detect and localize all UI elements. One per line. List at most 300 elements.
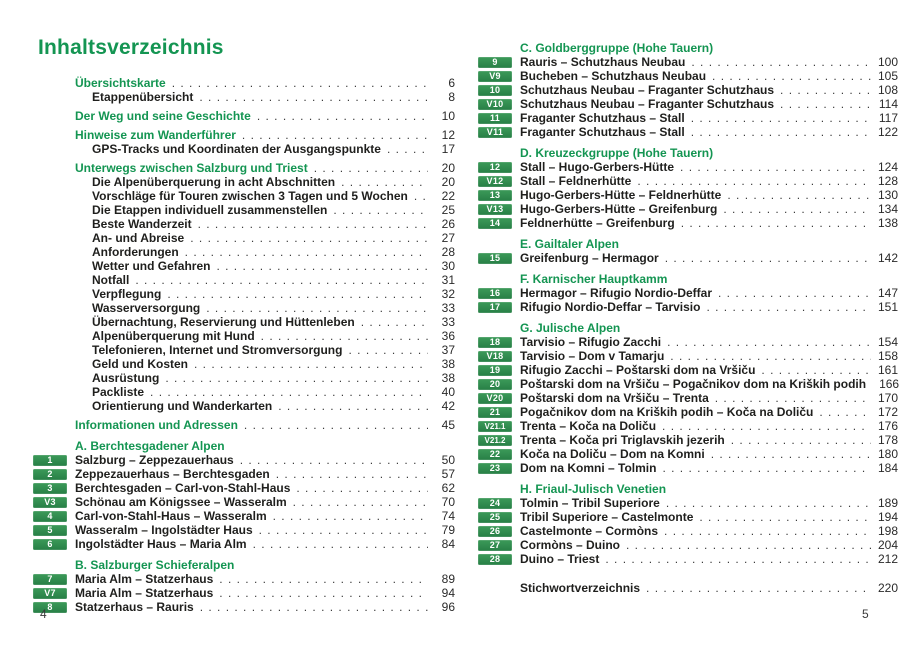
dot-leader xyxy=(257,109,428,123)
stage-number-badge: V21.2 xyxy=(478,435,512,446)
toc-entry-label: Schutzhaus Neubau – Fraganter Schutzhaus xyxy=(520,97,775,111)
page-number: 28 xyxy=(441,245,455,259)
page-number: 25 xyxy=(441,203,455,217)
stage-number-badge: 19 xyxy=(478,365,512,376)
page-number: 33 xyxy=(441,315,455,329)
page-number: 30 xyxy=(441,259,455,273)
toc-entry-label: Ausrüstung xyxy=(92,371,160,385)
toc-entry-label: An- und Abreise xyxy=(92,231,185,245)
page-number: 40 xyxy=(441,385,455,399)
toc-entry-label: Bucheben – Schutzhaus Neubau xyxy=(520,69,707,83)
dot-leader xyxy=(715,391,871,405)
stage-number-badge: 5 xyxy=(33,525,67,536)
page-number: 57 xyxy=(441,467,455,481)
page-number: 166 xyxy=(879,377,900,391)
toc-entry xyxy=(478,97,898,111)
dot-leader xyxy=(699,510,871,524)
dot-leader xyxy=(244,418,428,432)
dot-leader xyxy=(414,189,428,203)
toc-entry-label: Statzerhaus – Rauris xyxy=(75,600,194,614)
dot-leader xyxy=(723,202,871,216)
toc-entry xyxy=(33,467,455,481)
page-number: 38 xyxy=(441,357,455,371)
stage-number-badge: 14 xyxy=(478,218,512,229)
folio-page-number-left: 4 xyxy=(40,607,47,621)
toc-entry-label: Hugo-Gerbers-Hütte – Greifenburg xyxy=(520,202,718,216)
page-number: 8 xyxy=(448,90,455,104)
toc-entry xyxy=(33,301,455,315)
dot-leader xyxy=(712,69,871,83)
page-number: 180 xyxy=(877,447,898,461)
toc-entry xyxy=(33,495,455,509)
page-number: 105 xyxy=(877,69,898,83)
dot-leader xyxy=(219,586,428,600)
toc-entry-label: Hermagor – Rifugio Nordio-Deffar xyxy=(520,286,713,300)
toc-entry-label: Poštarski dom na Vršiču – Pogačnikov dom na Kriških podih xyxy=(520,377,867,391)
page-number: 176 xyxy=(877,419,898,433)
page-number: 170 xyxy=(877,391,898,405)
toc-entry-label: Der Weg und seine Geschichte xyxy=(75,109,251,123)
page-number: 27 xyxy=(441,231,455,245)
dot-leader xyxy=(605,552,871,566)
toc-entry xyxy=(478,363,898,377)
toc-entry xyxy=(478,433,898,447)
toc-entry-label: Maria Alm – Statzerhaus xyxy=(75,572,214,586)
toc-entry-label: Notfall xyxy=(92,273,130,287)
page-number: 194 xyxy=(877,510,898,524)
stage-number-badge: V21.1 xyxy=(478,421,512,432)
toc-entry xyxy=(478,510,898,524)
page-number: 138 xyxy=(877,216,898,230)
page-number: 114 xyxy=(878,97,898,111)
dot-leader xyxy=(691,125,871,139)
section-heading xyxy=(478,146,898,160)
toc-entry xyxy=(33,343,455,357)
toc-entry-label: Tribil Superiore – Castelmonte xyxy=(520,510,694,524)
toc-entry xyxy=(33,76,455,90)
stage-number-badge: 21 xyxy=(478,407,512,418)
stage-number-badge: 28 xyxy=(478,554,512,565)
dot-leader xyxy=(348,343,428,357)
toc-entry-label: Cormòns – Duino xyxy=(520,538,621,552)
toc-entry xyxy=(33,109,455,123)
stage-number-badge: 6 xyxy=(33,539,67,550)
toc-entry xyxy=(33,90,455,104)
toc-entry-label: Wasserversorgung xyxy=(92,301,201,315)
dot-leader xyxy=(691,55,871,69)
page-number: 22 xyxy=(441,189,455,203)
toc-entry xyxy=(478,391,898,405)
stage-number-badge: 2 xyxy=(33,469,67,480)
dot-leader xyxy=(172,76,428,90)
toc-entry-label: Dom na Komni – Tolmin xyxy=(520,461,657,475)
page-number: 20 xyxy=(441,161,455,175)
toc-entry xyxy=(478,377,898,391)
toc-entry-label: Geld und Kosten xyxy=(92,357,188,371)
toc-entry xyxy=(478,188,898,202)
toc-entry xyxy=(478,538,898,552)
stage-number-badge: V3 xyxy=(33,497,67,508)
toc-entry xyxy=(478,461,898,475)
page-number: 124 xyxy=(877,160,898,174)
section-heading-label: G. Julische Alpen xyxy=(520,321,621,335)
dot-leader xyxy=(646,581,871,595)
dot-leader xyxy=(135,273,428,287)
dot-leader xyxy=(637,174,871,188)
section-heading-label: F. Karnischer Hauptkamm xyxy=(520,272,668,286)
toc-entry xyxy=(478,69,898,83)
page-number: 96 xyxy=(441,600,455,614)
toc-entry-label: Zeppezauerhaus – Berchtesgaden xyxy=(75,467,270,481)
toc-entry-label: Stall – Hugo-Gerbers-Hütte xyxy=(520,160,675,174)
toc-entry xyxy=(33,231,455,245)
toc-entry xyxy=(478,286,898,300)
toc-entry-label: Verpflegung xyxy=(92,287,162,301)
toc-entry-label: Rifugio Nordio-Deffar – Tarvisio xyxy=(520,300,701,314)
page-number: 130 xyxy=(877,188,898,202)
dot-leader xyxy=(665,251,871,265)
page-number: 158 xyxy=(877,349,898,363)
dot-leader xyxy=(276,467,428,481)
page-title: Inhaltsverzeichnis xyxy=(38,36,224,59)
stage-number-badge: 24 xyxy=(478,498,512,509)
toc-entry xyxy=(478,202,898,216)
page-number: 198 xyxy=(877,524,898,538)
toc-entry-label: Trenta – Koča pri Triglavskih jezerih xyxy=(520,433,725,447)
toc-entry-label: Stall – Feldnerhütte xyxy=(520,174,632,188)
toc-entry-label: Die Alpenüberquerung in acht Abschnitten xyxy=(92,175,336,189)
stage-number-badge: V13 xyxy=(478,204,512,215)
page-number: 117 xyxy=(878,111,898,125)
dot-leader xyxy=(727,188,871,202)
toc-entry xyxy=(33,161,455,175)
dot-leader xyxy=(253,537,428,551)
toc-entry-label: Fraganter Schutzhaus – Stall xyxy=(520,125,685,139)
toc-entry xyxy=(478,300,898,314)
dot-leader xyxy=(361,315,428,329)
section-heading xyxy=(478,41,898,55)
page-number: 42 xyxy=(441,399,455,413)
page-number: 212 xyxy=(877,552,898,566)
folio-page-number-right: 5 xyxy=(862,607,869,621)
toc-entry-label: Poštarski dom na Vršiču – Trenta xyxy=(520,391,709,405)
page-number: 100 xyxy=(877,55,898,69)
stage-number-badge: 1 xyxy=(33,455,67,466)
toc-entry xyxy=(33,273,455,287)
toc-entry-label: Rifugio Zacchi – Poštarski dom na Vršiču xyxy=(520,363,756,377)
toc-entry-label: Tarvisio – Rifugio Zacchi xyxy=(520,335,662,349)
dot-leader xyxy=(333,203,428,217)
section-heading xyxy=(33,439,455,453)
toc-entry-label: Trenta – Koča na Doliču xyxy=(520,419,657,433)
toc-column-left xyxy=(33,76,455,614)
toc-entry xyxy=(478,111,898,125)
toc-entry-label: Etappenübersicht xyxy=(92,90,194,104)
stage-number-badge: 4 xyxy=(33,511,67,522)
toc-entry-label: Hinweise zum Wanderführer xyxy=(75,128,236,142)
toc-entry xyxy=(478,216,898,230)
toc-entry-label: Castelmonte – Cormòns xyxy=(520,524,659,538)
stage-number-badge: 12 xyxy=(478,162,512,173)
page-number: 17 xyxy=(441,142,455,156)
stage-number-badge: V11 xyxy=(478,127,512,138)
page-number: 38 xyxy=(441,371,455,385)
stage-number-badge: V9 xyxy=(478,71,512,82)
toc-entry-label: Packliste xyxy=(92,385,145,399)
dot-leader xyxy=(780,97,871,111)
toc-entry-label: Pogačnikov dom na Kriških podih – Koča na Doliču xyxy=(520,405,814,419)
page-number: 50 xyxy=(441,453,455,467)
dot-leader xyxy=(261,329,428,343)
dot-leader xyxy=(667,335,871,349)
page-number: 74 xyxy=(441,509,455,523)
toc-entry xyxy=(33,600,455,614)
toc-entry xyxy=(33,315,455,329)
toc-entry xyxy=(478,581,898,595)
toc-entry-label: Beste Wanderzeit xyxy=(92,217,192,231)
page-number: 36 xyxy=(441,329,455,343)
toc-entry-label: Fraganter Schutzhaus – Stall xyxy=(520,111,685,125)
dot-leader xyxy=(314,161,428,175)
section-heading-label: B. Salzburger Schieferalpen xyxy=(75,558,235,572)
dot-leader xyxy=(216,259,428,273)
stage-number-badge: 20 xyxy=(478,379,512,390)
page-number: 108 xyxy=(877,83,898,97)
toc-entry-label: Berchtesgaden – Carl-von-Stahl-Haus xyxy=(75,481,291,495)
section-heading-label: D. Kreuzeckgruppe (Hohe Tauern) xyxy=(520,146,714,160)
stage-number-badge: V20 xyxy=(478,393,512,404)
toc-entry-label: Die Etappen individuell zusammenstellen xyxy=(92,203,328,217)
toc-entry xyxy=(478,174,898,188)
toc-entry-label: Orientierung und Wanderkarten xyxy=(92,399,273,413)
toc-entry-label: Tolmin – Tribil Superiore xyxy=(520,496,660,510)
toc-entry xyxy=(478,55,898,69)
toc-entry xyxy=(33,203,455,217)
toc-entry xyxy=(33,371,455,385)
stage-number-badge: 15 xyxy=(478,253,512,264)
section-heading-label: A. Berchtesgadener Alpen xyxy=(75,439,225,453)
toc-entry xyxy=(33,481,455,495)
toc-entry-label: Anforderungen xyxy=(92,245,179,259)
page-number: 6 xyxy=(448,76,455,90)
dot-leader xyxy=(780,83,871,97)
page-number: 172 xyxy=(877,405,898,419)
toc-entry xyxy=(33,175,455,189)
toc-entry xyxy=(33,357,455,371)
page-number: 20 xyxy=(441,175,455,189)
toc-entry xyxy=(478,335,898,349)
page-number: 70 xyxy=(441,495,455,509)
dot-leader xyxy=(194,357,428,371)
dot-leader xyxy=(662,461,871,475)
dot-leader xyxy=(242,128,428,142)
dot-leader xyxy=(680,160,871,174)
dot-leader xyxy=(387,142,428,156)
stage-number-badge: 26 xyxy=(478,526,512,537)
toc-entry-label: Vorschläge für Touren zwischen 3 Tagen und 5 Wochen xyxy=(92,189,408,203)
toc-entry xyxy=(33,572,455,586)
page-number: 189 xyxy=(877,496,898,510)
stage-number-badge: 17 xyxy=(478,302,512,313)
toc-entry xyxy=(478,419,898,433)
dot-leader xyxy=(293,495,428,509)
toc-entry-label: Greifenburg – Hermagor xyxy=(520,251,659,265)
stage-number-badge: 10 xyxy=(478,85,512,96)
dot-leader xyxy=(706,300,871,314)
toc-entry-label: Maria Alm – Statzerhaus xyxy=(75,586,214,600)
toc-entry xyxy=(478,160,898,174)
toc-entry-label: Übernachtung, Reservierung und Hüttenleben xyxy=(92,315,355,329)
toc-entry xyxy=(33,509,455,523)
dot-leader xyxy=(240,453,428,467)
stage-number-badge: 18 xyxy=(478,337,512,348)
page-number: 84 xyxy=(441,537,455,551)
toc-entry xyxy=(33,385,455,399)
toc-entry-label: Carl-von-Stahl-Haus – Wasseralm xyxy=(75,509,267,523)
dot-leader xyxy=(761,363,871,377)
section-heading xyxy=(478,321,898,335)
section-heading-label: H. Friaul-Julisch Venetien xyxy=(520,482,667,496)
toc-entry-label: Informationen und Adressen xyxy=(75,418,238,432)
dot-leader xyxy=(190,231,428,245)
toc-entry xyxy=(478,405,898,419)
page-number: 10 xyxy=(441,109,455,123)
page-number: 128 xyxy=(877,174,898,188)
page-number: 147 xyxy=(877,286,898,300)
toc-entry xyxy=(33,142,455,156)
stage-number-badge: V10 xyxy=(478,99,512,110)
dot-leader xyxy=(219,572,428,586)
page-number: 220 xyxy=(877,581,898,595)
dot-leader xyxy=(165,371,428,385)
dot-leader xyxy=(167,287,428,301)
stage-number-badge: 13 xyxy=(478,190,512,201)
stage-number-badge: V7 xyxy=(33,588,67,599)
page-number: 142 xyxy=(877,251,898,265)
page-number: 79 xyxy=(441,523,455,537)
toc-entry xyxy=(478,552,898,566)
stage-number-badge: 16 xyxy=(478,288,512,299)
toc-entry xyxy=(33,523,455,537)
toc-entry-label: Feldnerhütte – Greifenburg xyxy=(520,216,675,230)
section-heading-label: E. Gailtaler Alpen xyxy=(520,237,619,251)
page-number: 37 xyxy=(441,343,455,357)
stage-number-badge: 25 xyxy=(478,512,512,523)
page-number: 94 xyxy=(441,586,455,600)
toc-entry xyxy=(33,586,455,600)
section-heading xyxy=(478,272,898,286)
dot-leader xyxy=(259,523,428,537)
stage-number-badge: 22 xyxy=(478,449,512,460)
toc-entry xyxy=(478,251,898,265)
page-number: 32 xyxy=(441,287,455,301)
stage-number-badge: 7 xyxy=(33,574,67,585)
page-number: 134 xyxy=(877,202,898,216)
stage-number-badge: 27 xyxy=(478,540,512,551)
section-heading xyxy=(33,558,455,572)
toc-entry-label: Tarvisio – Dom v Tamarju xyxy=(520,349,665,363)
toc-entry xyxy=(33,259,455,273)
toc-entry-label: Alpenüberquerung mit Hund xyxy=(92,329,255,343)
dot-leader xyxy=(273,509,428,523)
toc-entry xyxy=(478,349,898,363)
dot-leader xyxy=(626,538,871,552)
toc-entry-label: Telefonieren, Internet und Stromversorgung xyxy=(92,343,343,357)
toc-entry xyxy=(478,125,898,139)
section-heading-label: C. Goldberggruppe (Hohe Tauern) xyxy=(520,41,714,55)
dot-leader xyxy=(198,217,428,231)
dot-leader xyxy=(819,405,871,419)
dot-leader xyxy=(199,90,428,104)
page-number: 89 xyxy=(441,572,455,586)
toc-entry-label: GPS-Tracks und Koordinaten der Ausgangspunkte xyxy=(92,142,381,156)
page-number: 184 xyxy=(877,461,898,475)
dot-leader xyxy=(691,111,871,125)
dot-leader xyxy=(206,301,428,315)
dot-leader xyxy=(662,419,871,433)
toc-entry xyxy=(478,496,898,510)
page-number: 45 xyxy=(441,418,455,432)
toc-entry xyxy=(33,217,455,231)
page-number: 161 xyxy=(877,363,898,377)
toc-entry xyxy=(478,524,898,538)
toc-entry-label: Koča na Doliču – Dom na Komni xyxy=(520,447,705,461)
toc-entry-label: Duino – Triest xyxy=(520,552,600,566)
dot-leader xyxy=(731,433,871,447)
dot-leader xyxy=(200,600,428,614)
page-number: 12 xyxy=(441,128,455,142)
stage-number-badge: 23 xyxy=(478,463,512,474)
page-number: 154 xyxy=(877,335,898,349)
dot-leader xyxy=(711,447,871,461)
page-number: 151 xyxy=(877,300,898,314)
dot-leader xyxy=(341,175,428,189)
toc-entry xyxy=(33,453,455,467)
toc-entry xyxy=(478,447,898,461)
stage-number-badge: V12 xyxy=(478,176,512,187)
toc-entry xyxy=(33,245,455,259)
page-number: 178 xyxy=(877,433,898,447)
stage-number-badge: 3 xyxy=(33,483,67,494)
toc-entry xyxy=(33,128,455,142)
dot-leader xyxy=(670,349,871,363)
stage-number-badge: 11 xyxy=(478,113,512,124)
toc-entry xyxy=(33,537,455,551)
page-number: 122 xyxy=(877,125,898,139)
toc-entry-label: Schutzhaus Neubau – Fraganter Schutzhaus xyxy=(520,83,775,97)
dot-leader xyxy=(666,496,871,510)
toc-entry xyxy=(33,329,455,343)
dot-leader xyxy=(664,524,871,538)
page-number: 62 xyxy=(441,481,455,495)
toc-column-right xyxy=(478,41,898,595)
page-number: 26 xyxy=(441,217,455,231)
dot-leader xyxy=(150,385,428,399)
toc-entry-label: Übersichtskarte xyxy=(75,76,166,90)
section-heading xyxy=(478,237,898,251)
stage-number-badge: 8 xyxy=(33,602,67,613)
toc-entry-label: Ingolstädter Haus – Maria Alm xyxy=(75,537,247,551)
toc-entry-label: Wetter und Gefahren xyxy=(92,259,211,273)
dot-leader xyxy=(278,399,428,413)
toc-entry-label: Unterwegs zwischen Salzburg und Triest xyxy=(75,161,308,175)
toc-entry xyxy=(33,189,455,203)
toc-entry xyxy=(33,287,455,301)
dot-leader xyxy=(681,216,871,230)
toc-entry-label: Stichwortverzeichnis xyxy=(520,581,641,595)
stage-number-badge: V18 xyxy=(478,351,512,362)
toc-entry-label: Rauris – Schutzhaus Neubau xyxy=(520,55,686,69)
